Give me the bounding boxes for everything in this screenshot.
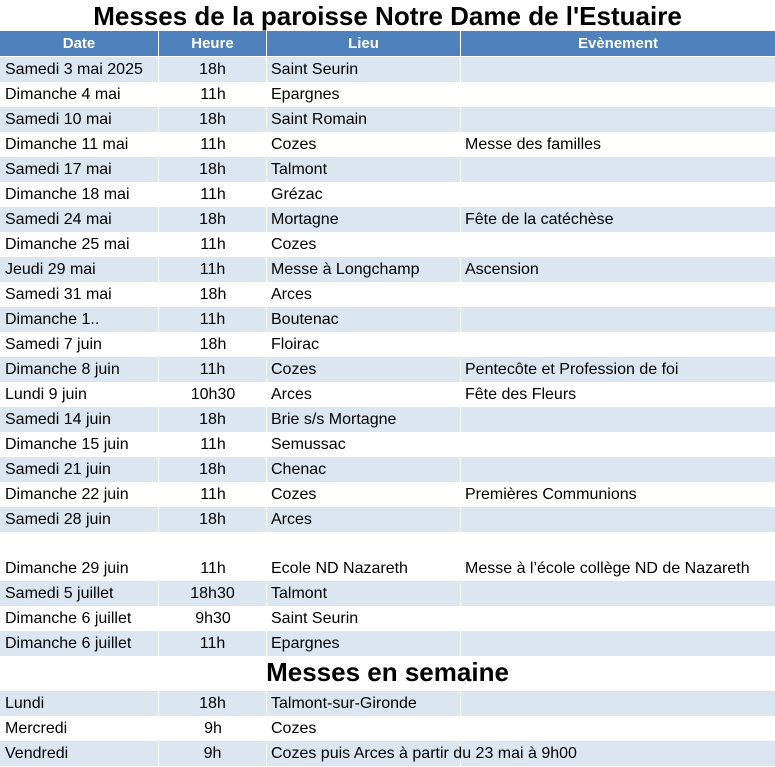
cell-heure: 18h (159, 457, 267, 482)
table-row (0, 457, 775, 482)
header-evenement: Evènement (577, 35, 659, 52)
cell-lieu: Saint Seurin (267, 57, 461, 82)
cell-heure: 18h (159, 107, 267, 132)
cell-lieu: Grézac (271, 186, 323, 203)
header-lieu: Lieu (267, 31, 461, 56)
cell-date: Dimanche 22 juin (5, 486, 129, 503)
cell-date: Lundi (0, 691, 159, 716)
cell-lieu: Talmont (267, 581, 461, 606)
cell-evenement (461, 282, 775, 307)
cell-lieu: Messe à Longchamp (267, 257, 461, 282)
cell-lieu: Boutenac (267, 307, 461, 332)
cell-heure: 18h (159, 691, 267, 716)
cell-lieu: Semussac (271, 436, 346, 453)
cell-heure: 11h (159, 307, 267, 332)
table-row (0, 691, 775, 716)
table-row (0, 357, 775, 382)
cell-evenement (461, 691, 775, 716)
cell-evenement (461, 182, 775, 207)
cell-date: Dimanche 4 mai (5, 86, 121, 103)
cell-date: Samedi 31 mai (5, 286, 112, 303)
cell-date: Dimanche 11 mai (5, 136, 129, 153)
cell-heure: 9h (159, 741, 267, 766)
table-row (0, 207, 775, 232)
cell-heure: 11h (200, 186, 226, 203)
cell-date: Vendredi (0, 741, 159, 766)
cell-heure: 18h (159, 207, 267, 232)
cell-date: Jeudi 29 mai (0, 257, 159, 282)
cell-heure: 11h (159, 357, 267, 382)
page-title: Messes de la paroisse Notre Dame de l'Estuaire (93, 1, 682, 31)
cell-evenement: Fête des Fleurs (465, 386, 577, 403)
cell-lieu: Cozes (271, 236, 317, 253)
cell-lieu: Talmont (267, 157, 461, 182)
cell-lieu: Cozes (271, 486, 317, 503)
cell-evenement (461, 57, 775, 82)
cell-date: Dimanche 25 mai (5, 236, 130, 253)
cell-lieu: Cozes (271, 136, 317, 153)
cell-lieu: Arces (267, 507, 461, 532)
table-row (0, 57, 775, 82)
cell-evenement (461, 507, 775, 532)
cell-evenement (461, 581, 775, 606)
cell-evenement: Messe des familles (465, 136, 602, 153)
table-row (0, 82, 775, 107)
cell-evenement: Pentecôte et Profession de foi (465, 361, 679, 378)
cell-evenement (461, 716, 775, 741)
cell-heure: 18h (159, 507, 267, 532)
cell-evenement (461, 407, 775, 432)
cell-heure: 11h (200, 560, 226, 577)
cell-lieu: Epargnes (271, 86, 340, 103)
cell-evenement: Fête de la catéchèse (465, 211, 614, 228)
cell-date: Dimanche 8 juin (0, 357, 159, 382)
table-row (0, 382, 775, 407)
cell-date: Dimanche 6 juillet (5, 610, 132, 627)
table-row (0, 332, 775, 357)
table-row (0, 606, 775, 631)
cell-evenement (461, 631, 775, 656)
table-row (0, 257, 775, 282)
table-row (0, 107, 775, 132)
cell-heure: 9h30 (195, 610, 231, 627)
table-row (0, 132, 775, 157)
cell-evenement (461, 457, 775, 482)
table-row (0, 157, 775, 182)
cell-heure: 11h (159, 631, 267, 656)
cell-heure: 18h30 (159, 581, 267, 606)
table-row (0, 716, 775, 741)
cell-evenement: Premières Communions (465, 486, 637, 503)
cell-lieu: Cozes (267, 357, 461, 382)
cell-heure: 10h30 (190, 386, 236, 403)
cell-heure: 18h (159, 157, 267, 182)
cell-date: Dimanche 29 juin (5, 560, 129, 577)
cell-lieu: Ecole ND Nazareth (271, 560, 408, 577)
cell-evenement (461, 157, 775, 182)
table-header (0, 31, 775, 56)
cell-evenement (461, 82, 775, 107)
cell-lieu: Arces (271, 386, 312, 403)
cell-heure: 18h (159, 407, 267, 432)
cell-lieu: Cozes puis Arces à partir du 23 mai à 9h00 (267, 741, 461, 766)
cell-date: Samedi 21 juin (0, 457, 159, 482)
table-row (0, 581, 775, 606)
cell-date: Samedi 10 mai (0, 107, 159, 132)
cell-lieu: Arces (271, 286, 312, 303)
cell-heure: 11h (159, 257, 267, 282)
cell-date: Mercredi (5, 720, 68, 737)
cell-date: Dimanche 18 mai (5, 186, 130, 203)
table-row (0, 507, 775, 532)
cell-lieu: Talmont-sur-Gironde (267, 691, 461, 716)
header-date: Date (0, 31, 159, 56)
cell-heure: 18h (199, 286, 227, 303)
cell-heure: 18h (159, 57, 267, 82)
cell-evenement (461, 332, 775, 357)
table-row (0, 432, 775, 457)
cell-lieu: Brie s/s Mortagne (267, 407, 461, 432)
cell-evenement (461, 307, 775, 332)
cell-heure: 11h (200, 236, 226, 253)
cell-date: Samedi 5 juillet (0, 581, 159, 606)
table-row (0, 182, 775, 207)
cell-date: Samedi 17 mai (0, 157, 159, 182)
cell-lieu: Saint Romain (267, 107, 461, 132)
cell-evenement: Ascension (465, 261, 539, 278)
cell-lieu: Epargnes (267, 631, 461, 656)
cell-heure: 11h (200, 86, 226, 103)
table-row (0, 631, 775, 656)
cell-lieu: Chenac (267, 457, 461, 482)
cell-evenement (461, 232, 775, 257)
cell-date: Samedi 24 mai (0, 207, 159, 232)
table-row (0, 482, 775, 507)
cell-date: Dimanche 1.. (0, 307, 159, 332)
cell-heure: 11h (200, 436, 226, 453)
cell-evenement (461, 741, 775, 766)
cell-heure: 11h (200, 136, 226, 153)
cell-heure: 9h (204, 720, 222, 737)
cell-evenement: Messe à l’école collège ND de Nazareth (465, 560, 750, 577)
cell-date: Dimanche 15 juin (5, 436, 129, 453)
cell-lieu: Mortagne (267, 207, 461, 232)
cell-date: Samedi 28 juin (0, 507, 159, 532)
header-heure: Heure (159, 31, 267, 56)
cell-date: Dimanche 6 juillet (0, 631, 159, 656)
weekday-section-title: Messes en semaine (266, 657, 509, 687)
cell-evenement (461, 107, 775, 132)
cell-date: Samedi 7 juin (5, 336, 102, 353)
table-row (0, 556, 775, 581)
table-row (0, 307, 775, 332)
table-row (0, 407, 775, 432)
table-row (0, 282, 775, 307)
cell-date: Lundi 9 juin (5, 386, 87, 403)
cell-lieu: Cozes (271, 720, 317, 737)
cell-lieu: Floirac (271, 336, 320, 353)
cell-evenement (461, 432, 775, 457)
table-row (0, 232, 775, 257)
cell-date: Samedi 14 juin (0, 407, 159, 432)
table-row (0, 741, 775, 766)
cell-lieu: Saint Seurin (271, 610, 359, 627)
cell-evenement (461, 606, 775, 631)
cell-date: Samedi 3 mai 2025 (0, 57, 159, 82)
cell-heure: 11h (200, 486, 226, 503)
cell-heure: 18h (199, 336, 227, 353)
